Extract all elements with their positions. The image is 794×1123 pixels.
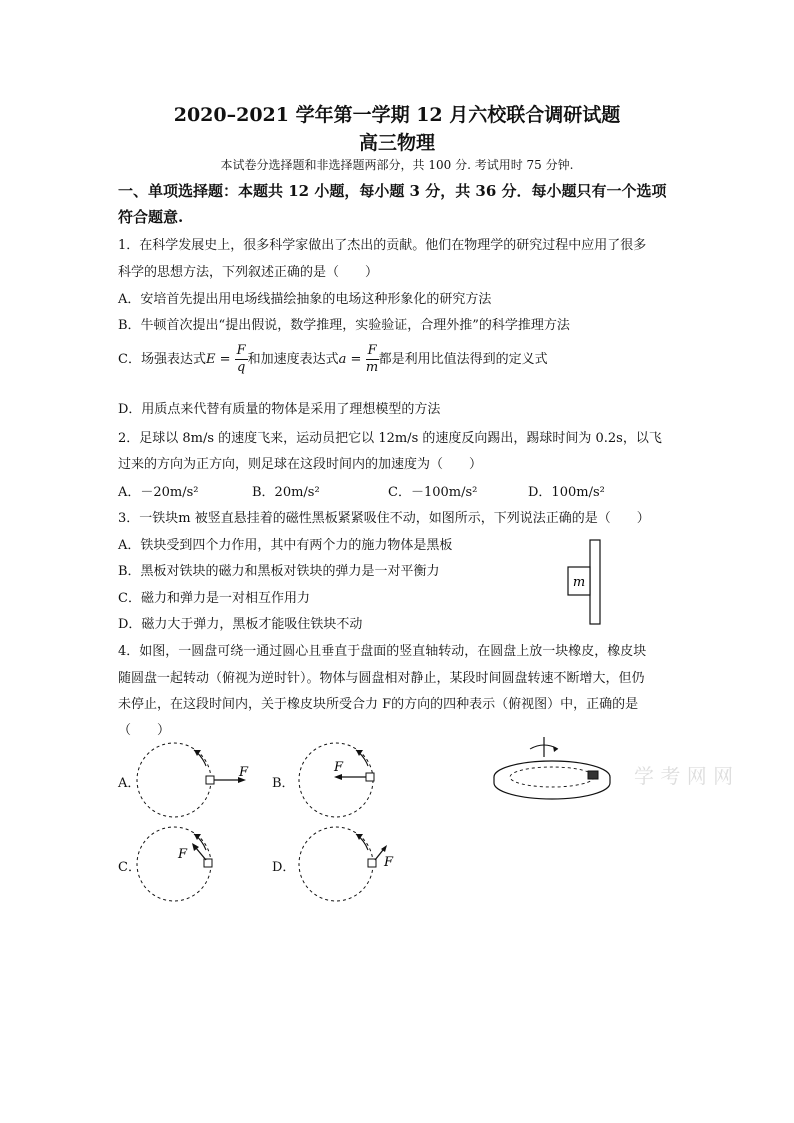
- q4-option-d-diagram: [296, 822, 406, 912]
- eraser-block: [204, 859, 212, 867]
- q3-option-c: C．磁力和弹力是一对相互作用力: [118, 591, 310, 606]
- disk-edge: [494, 777, 610, 799]
- frac-num: F: [236, 343, 246, 358]
- q4-option-a-diagram: [134, 738, 264, 828]
- watermark: 学 考 网 网: [634, 764, 734, 788]
- q1-option-c-prefix: C．场强表达式: [118, 352, 206, 367]
- disk-outline: [299, 743, 373, 817]
- force-label: F: [178, 847, 188, 862]
- q4-option-c-diagram: [134, 822, 234, 912]
- q2-stem-line1: 2．足球以 8m/s 的速度飞来，运动员把它以 12m/s 的速度反向踢出，踢球时间为 0.2s，以飞: [118, 431, 662, 446]
- q1-stem-line2: 科学的思想方法，下列叙述正确的是（ ）: [118, 265, 379, 280]
- q2-option-c: C．－100m/s²: [388, 485, 478, 500]
- q1-option-c-mid: 和加速度表达式: [247, 352, 339, 367]
- q3-option-b: B．黑板对铁块的磁力和黑板对铁块的弹力是一对平衡力: [118, 564, 440, 579]
- force-label: F: [334, 760, 344, 775]
- formula-e: E =: [205, 352, 231, 367]
- disk-outline: [137, 827, 211, 901]
- q1-option-b: B．牛顿首次提出“提出假说，数学推理，实验验证，合理外推”的科学推理方法: [118, 318, 570, 333]
- q1-option-c: [118, 343, 548, 376]
- disk-outline: [137, 743, 211, 817]
- q1-stem-line1: 1．在科学发展史上，很多科学家做出了杰出的贡献。他们在物理学的研究过程中应用了很多: [118, 238, 647, 253]
- q2-option-b: B．20m/s²: [252, 485, 320, 500]
- formula-a: a =: [338, 352, 362, 367]
- q4-stem-line4: （ ）: [118, 723, 171, 738]
- q3-blackboard-figure: [560, 538, 610, 628]
- frac-den: m: [365, 360, 379, 375]
- force-arrow: [196, 848, 206, 860]
- eraser-block: [588, 771, 598, 779]
- iron-block-label: m: [572, 575, 586, 590]
- q4-option-a-label: A．: [118, 776, 141, 791]
- q3-stem: 3．一铁块m 被竖直悬挂着的磁性黑板紧紧吸住不动，如图所示，下列说法正确的是（ ）: [118, 511, 650, 526]
- exam-note: 本试卷分选择题和非选择题两部分，共 100 分. 考试用时 75 分钟.: [220, 158, 574, 172]
- q4-option-c-label: C．: [118, 860, 141, 875]
- exam-subject: 高三物理: [358, 132, 435, 154]
- q4-option-d-label: D．: [272, 860, 296, 875]
- q4-stem-line3: 未停止，在这段时间内，关于橡皮块所受合力 F的方向的四种表示（俯视图）中，正确的是: [118, 697, 639, 712]
- q1-option-d: D．用质点来代替有质量的物体是采用了理想模型的方法: [118, 402, 441, 417]
- frac-den: q: [236, 360, 246, 375]
- q3-option-a: A．铁块受到四个力作用，其中有两个力的施力物体是黑板: [118, 538, 453, 553]
- fraction-f-over-q: [235, 343, 248, 376]
- fraction-f-over-m: [366, 343, 379, 376]
- q2-option-a: A．－20m/s²: [118, 485, 199, 500]
- force-arrow: [375, 850, 383, 860]
- section-heading-line1: 一、单项选择题：本题共 12 小题，每小题 3 分，共 36 分．每小题只有一个选项: [118, 182, 667, 200]
- q4-rotating-disk-figure: [490, 735, 640, 805]
- q4-option-b-label: B．: [272, 776, 295, 791]
- eraser-block: [206, 776, 214, 784]
- q4-stem-line2: 随圆盘一起转动（俯视为逆时针）。物体与圆盘相对静止，某段时间圆盘转速不断增大，但仍: [118, 671, 645, 686]
- axis-rotation-arrowhead: [553, 746, 558, 752]
- eraser-block: [368, 859, 376, 867]
- q1-option-a: A．安培首先提出用电场线描绘抽象的电场这种形象化的研究方法: [118, 292, 492, 307]
- q4-option-b-diagram: [296, 738, 396, 828]
- q1-option-c-post: 都是利用比值法得到的定义式: [378, 352, 548, 367]
- exam-title: 2020–2021 学年第一学期 12 月六校联合调研试题: [173, 104, 621, 126]
- eraser-block: [366, 773, 374, 781]
- disk-outline: [299, 827, 373, 901]
- q2-option-d: D．100m/s²: [528, 485, 605, 500]
- q2-stem-line2: 过来的方向为正方向，则足球在这段时间内的加速度为（ ）: [118, 457, 483, 472]
- q3-option-d: D．磁力大于弹力，黑板才能吸住铁块不动: [118, 617, 363, 632]
- frac-num: F: [367, 343, 377, 358]
- force-label: F: [384, 855, 394, 870]
- q4-stem-line1: 4．如图，一圆盘可绕一通过圆心且垂直于盘面的竖直轴转动，在圆盘上放一块橡皮，橡皮块: [118, 644, 647, 659]
- force-label: F: [239, 765, 249, 780]
- section-heading-line2: 符合题意.: [118, 208, 184, 226]
- blackboard: [590, 540, 600, 624]
